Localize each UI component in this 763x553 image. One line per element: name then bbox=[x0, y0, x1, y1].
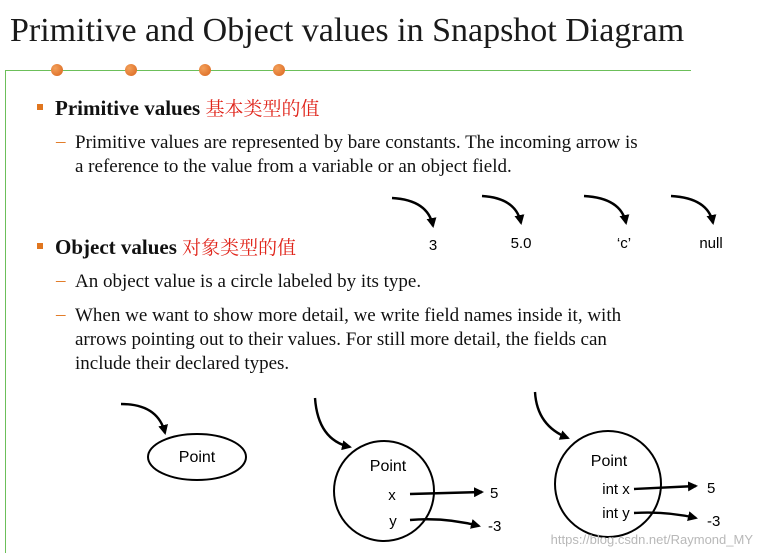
dash-marker: – bbox=[56, 131, 66, 152]
primitive-heading-en: Primitive values bbox=[55, 96, 201, 120]
object-type-label: Point bbox=[590, 453, 628, 470]
field-name: int y bbox=[602, 505, 630, 522]
field-value: -3 bbox=[707, 513, 721, 530]
primitive-desc-line: Primitive values are represented by bare constants. The incoming arrow is bbox=[75, 132, 638, 153]
reference-arrow bbox=[584, 196, 626, 223]
object-desc-line: include their declared types. bbox=[75, 353, 290, 374]
primitive-example-value: ‘c’ bbox=[616, 235, 632, 252]
primitive-example-value: 3 bbox=[428, 237, 438, 254]
dash-marker: – bbox=[56, 270, 66, 291]
field-value: 5 bbox=[490, 485, 499, 502]
reference-arrow bbox=[671, 196, 713, 223]
reference-arrow bbox=[482, 196, 521, 223]
field-value: 5 bbox=[707, 480, 716, 497]
field-name: int x bbox=[602, 481, 630, 498]
primitive-example-value: null bbox=[699, 235, 723, 252]
reference-arrow bbox=[315, 398, 350, 447]
object-type-label: Point bbox=[178, 449, 216, 466]
primitive-example-value: 5.0 bbox=[510, 235, 532, 252]
reference-arrow bbox=[121, 404, 165, 433]
watermark: https://blog.csdn.net/Raymond_MY bbox=[550, 532, 753, 547]
object-description-1: An object value is a circle labeled by its type. bbox=[75, 271, 422, 292]
reference-arrow bbox=[535, 392, 568, 438]
object-type-label: Point bbox=[369, 458, 407, 475]
reference-arrow bbox=[392, 198, 433, 226]
field-value: -3 bbox=[488, 518, 502, 535]
dash-marker: – bbox=[56, 304, 66, 325]
object-heading-en: Object values bbox=[55, 235, 177, 259]
object-desc-line: When we want to show more detail, we write field names inside it, with bbox=[75, 305, 622, 326]
object-heading-cn: 对象类型的值 bbox=[182, 237, 297, 259]
primitive-desc-line: a reference to the value from a variable or an object field. bbox=[75, 156, 512, 177]
field-name: x bbox=[388, 487, 396, 504]
object-circle-detailed bbox=[334, 441, 434, 541]
field-name: y bbox=[389, 513, 397, 530]
primitive-heading-cn: 基本类型的值 bbox=[205, 98, 320, 120]
object-desc-line: arrows pointing out to their values. For still more detail, the fields can bbox=[75, 329, 607, 350]
slide-title: Primitive and Object values in Snapshot Diagram bbox=[10, 12, 685, 49]
